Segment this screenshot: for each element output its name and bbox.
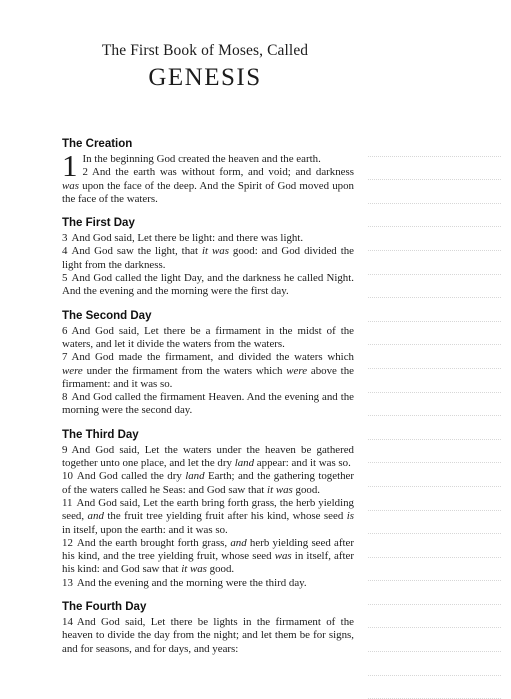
verse-text: And the earth was without form, and void; and darkness: [91, 166, 354, 179]
verse-number: 3: [62, 232, 68, 245]
scripture-section: [62, 428, 354, 590]
verse: [62, 351, 354, 391]
verse-text: appear: and it was so.: [254, 457, 351, 470]
verse-number: 12: [62, 536, 73, 549]
verse-number: 4: [62, 245, 68, 258]
verse-text: herb yielding seed after his kind, and the tree yielding fruit, whose seed: [62, 536, 354, 563]
note-line: [368, 463, 501, 487]
italic-supplied-word: is: [346, 510, 355, 523]
verse-text: And God called the firmament Heaven. And the evening and the morning were the second day.: [62, 391, 354, 417]
verse: [62, 470, 354, 497]
verse-text: under the firmament from the waters which: [82, 364, 287, 377]
section-heading: The Second Day: [62, 309, 152, 322]
verse: [62, 497, 354, 537]
verse-text: And the earth brought forth grass,: [76, 536, 231, 549]
note-line: [368, 275, 501, 299]
verse-text: And God said, Let there be light: and there was light.: [71, 232, 304, 245]
note-line: [368, 298, 501, 322]
note-line: [368, 652, 501, 676]
verse-number: 10: [62, 470, 73, 483]
note-line: [368, 487, 501, 511]
note-line: [368, 534, 501, 558]
verse-number: 13: [62, 576, 73, 589]
verse-text: Earth; and the gathering together of the waters called he Seas: and God saw that: [62, 470, 354, 496]
note-line: [368, 133, 501, 157]
scripture-section: [62, 309, 354, 418]
verse: [62, 577, 354, 590]
italic-supplied-word: land: [234, 457, 255, 470]
verse-text: And God called the light Day, and the darkness he called Night. And the evening and the morning were the first day.: [62, 272, 354, 298]
note-line: [368, 369, 501, 393]
verse-number: 14: [62, 616, 73, 629]
section-heading: The Fourth Day: [62, 601, 147, 614]
verse-text: And God made the firmament, and divided the waters which: [71, 351, 354, 364]
note-line: [368, 558, 501, 582]
note-line: [368, 345, 501, 369]
italic-supplied-word: land: [185, 470, 205, 483]
verse-text: good.: [292, 483, 321, 496]
verse-text: upon the face of the deep. And the Spirit of God moved upon the face of the waters.: [62, 179, 354, 205]
italic-supplied-word: and: [230, 536, 247, 549]
note-line: [368, 180, 501, 204]
note-line: [368, 511, 501, 535]
verse-text: above the firmament: and it was so.: [62, 364, 354, 390]
italic-supplied-word: was: [62, 179, 79, 192]
italic-supplied-word: was: [274, 550, 292, 563]
verse-number: 8: [62, 391, 68, 404]
verse-text: And God said, Let there be lights in the firmament of the heaven to divide the day from the night; and let them be for signs, and for seasons, and for days, and years:: [62, 616, 354, 655]
verse-text: And God said, Let there be a firmament in the midst of the waters, and let it divide the waters from the waters.: [62, 324, 354, 350]
italic-supplied-word: it was: [181, 563, 207, 576]
verse: [62, 616, 354, 656]
book-header: [60, 42, 350, 93]
note-line: [368, 157, 501, 181]
verse-number: 6: [62, 324, 68, 337]
italic-supplied-word: were: [286, 364, 308, 377]
note-line: [368, 676, 501, 699]
verse-text: And God saw the light, that: [71, 245, 202, 258]
verse-text: in itself, after his kind: and God saw that: [62, 550, 354, 576]
verse-text: good.: [206, 563, 235, 576]
verse: [62, 232, 354, 245]
note-line: [368, 440, 501, 464]
verse: [62, 444, 354, 471]
verse-text: And God called the dry: [76, 470, 186, 483]
verse-text: And God said, Let the earth bring forth grass, the herb yielding seed,: [62, 496, 354, 523]
journaling-notes-area: [368, 133, 501, 699]
note-line: [368, 204, 501, 228]
note-line: [368, 227, 501, 251]
verse-text: In the beginning God created the heaven and the earth.: [82, 153, 321, 165]
note-line: [368, 322, 501, 346]
scripture-text-column: [62, 137, 354, 666]
verse: [62, 391, 354, 418]
verse-number: 2: [82, 166, 88, 179]
verse: [62, 537, 354, 577]
verse-number: 11: [62, 496, 73, 509]
verse-number: 7: [62, 351, 68, 364]
verse-text: the fruit tree yielding fruit after his kind, whose seed: [103, 510, 347, 523]
scripture-section: [62, 216, 354, 298]
verse-number: 9: [62, 443, 68, 456]
book-title: The First Book of Moses, Called: [101, 42, 309, 59]
scripture-section: [62, 137, 354, 206]
verse-number: 5: [62, 272, 68, 285]
chapter-number: 1: [62, 148, 78, 183]
italic-supplied-word: and: [87, 510, 104, 523]
note-line: [368, 605, 501, 629]
verse: [62, 166, 354, 206]
scripture-section: [62, 600, 354, 656]
note-line: [368, 628, 501, 652]
note-line: [368, 393, 501, 417]
italic-supplied-word: were: [62, 364, 83, 377]
verse-text: good: and God divided the light from the darkness.: [62, 245, 354, 271]
verse: [62, 272, 354, 299]
italic-supplied-word: it was: [201, 245, 229, 258]
verse: [62, 325, 354, 352]
verse-text: And the evening and the morning were the third day.: [76, 576, 307, 589]
section-heading: The First Day: [62, 217, 135, 230]
italic-supplied-word: it was: [267, 483, 293, 496]
note-line: [368, 581, 501, 605]
note-line: [368, 251, 501, 275]
book-name: GENESIS: [148, 64, 262, 91]
verse-text: in itself, upon the earth: and it was so.: [62, 523, 228, 536]
section-heading: The Creation: [62, 138, 133, 150]
verse-text: And God said, Let the waters under the heaven be gathered together unto one place, and let the dry: [62, 443, 354, 470]
note-line: [368, 416, 501, 440]
section-heading: The Third Day: [62, 428, 139, 441]
verse: [62, 245, 354, 272]
